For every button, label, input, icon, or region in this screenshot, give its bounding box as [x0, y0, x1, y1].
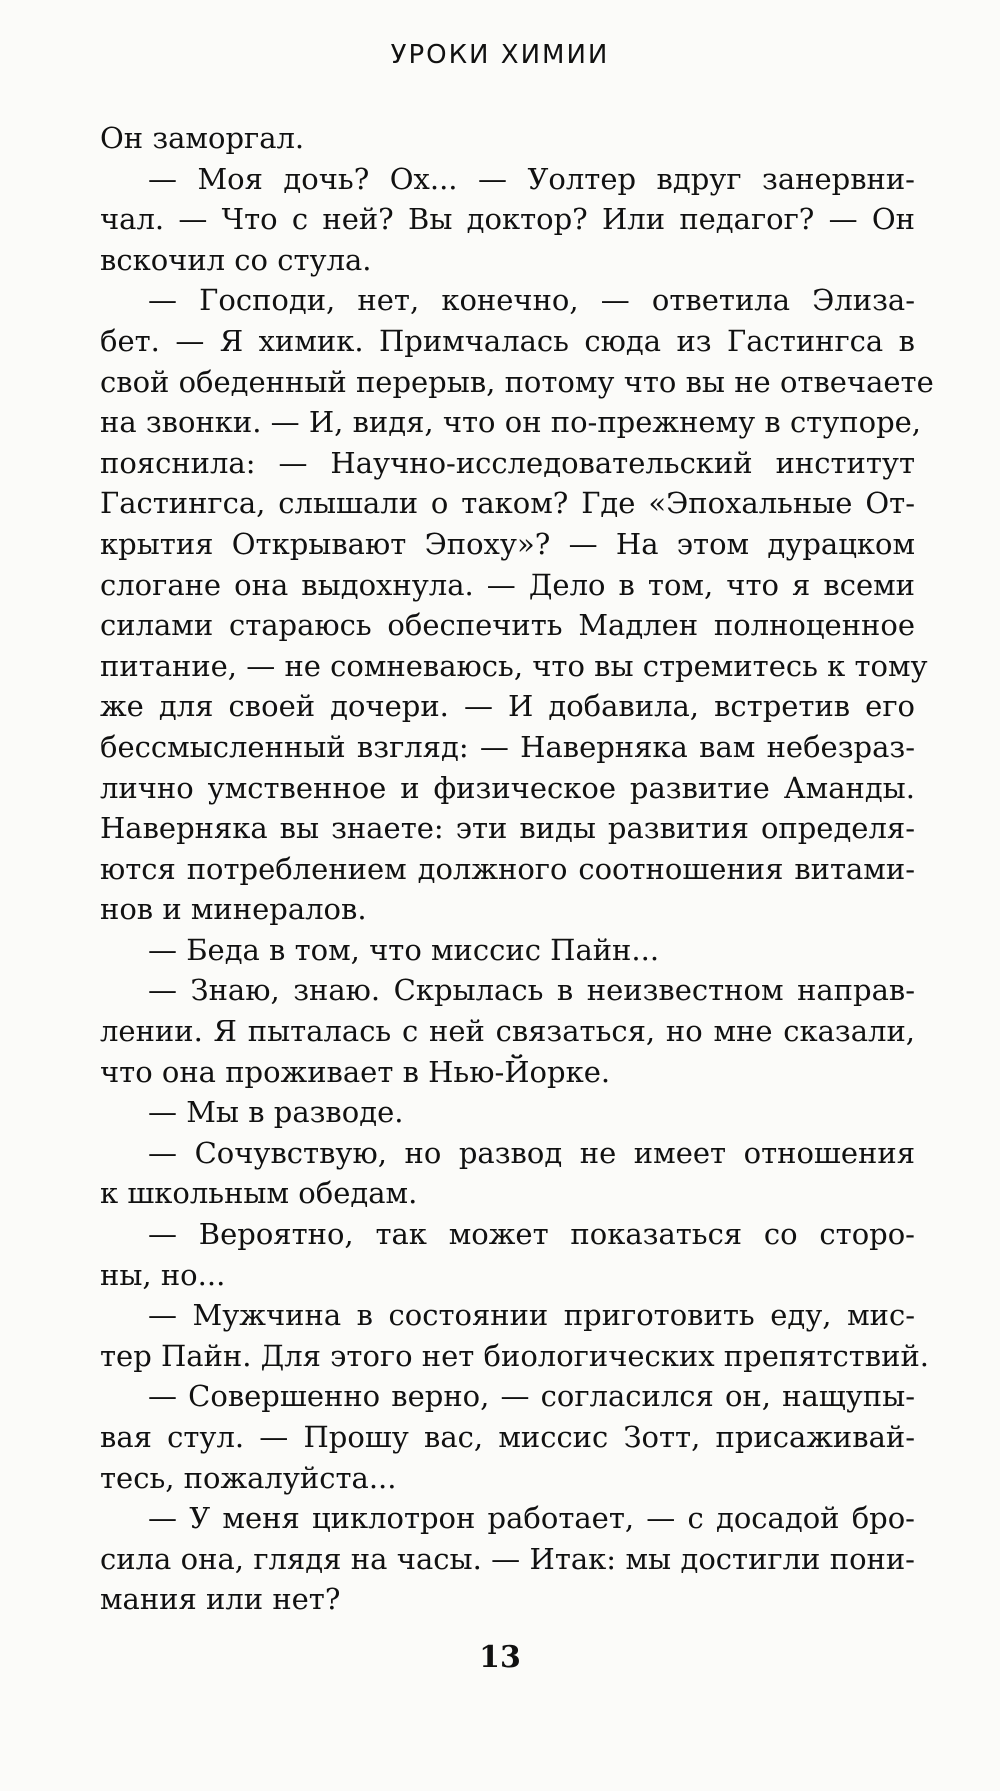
text-line: — Господи, нет, конечно, — ответила Элиза-: [148, 283, 915, 318]
running-header: УРОКИ ХИМИИ: [390, 40, 610, 70]
text-line: силами стараюсь обеспечить Мадлен полноценное: [100, 608, 915, 643]
text-line: Наверняка вы знаете: эти виды развития определя-: [100, 811, 915, 846]
text-line: же для своей дочери. — И добавила, встретив его: [100, 689, 915, 724]
text-line: что она проживает в Нью-Йорке.: [100, 1054, 611, 1089]
text-line: Гастингса, слышали о таком? Где «Эпохальные От-: [100, 486, 915, 521]
text-line: пояснила: — Научно-исследовательский институт: [100, 445, 915, 480]
text-line: крытия Открывают Эпоху»? — На этом дурацком: [100, 526, 915, 561]
text-line: нов и минералов.: [100, 892, 367, 927]
text-line: лении. Я пыталась с ней связаться, но мне сказали,: [100, 1014, 915, 1049]
text-line: бет. — Я химик. Примчалась сюда из Гастингса в: [100, 323, 915, 358]
text-line: питание, — не сомневаюсь, что вы стремитесь к тому: [100, 648, 928, 683]
text-line: чал. — Что с ней? Вы доктор? Или педагог? — Он: [100, 202, 915, 237]
text-line: — Моя дочь? Ох... — Уолтер вдруг занервни-: [148, 161, 915, 196]
body-text: [100, 118, 934, 1620]
text-line: — Мы в разводе.: [148, 1095, 404, 1130]
text-line: — У меня циклотрон работает, — с досадой бро-: [148, 1501, 915, 1536]
text-line: сила она, глядя на часы. — Итак: мы достигли пони-: [100, 1541, 915, 1576]
text-line: мания или нет?: [100, 1582, 341, 1617]
text-line: — Вероятно, так может показаться со сторо-: [148, 1217, 915, 1252]
text-line: вая стул. — Прошу вас, миссис Зотт, присаживай-: [100, 1420, 915, 1454]
text-line: — Совершенно верно, — согласился он, нащупы-: [148, 1379, 915, 1414]
text-line: — Беда в том, что миссис Пайн...: [148, 932, 660, 967]
text-line: свой обеденный перерыв, потому что вы не отвечаете: [100, 364, 934, 399]
text-line: тесь, пожалуйста...: [100, 1460, 397, 1495]
text-line: на звонки. — И, видя, что он по-прежнему в ступоре,: [100, 405, 922, 440]
text-line: тер Пайн. Для этого нет биологических препятствий.: [100, 1338, 930, 1373]
text-line: лично умственное и физическое развитие Аманды.: [100, 770, 915, 805]
text-line: — Знаю, знаю. Скрылась в неизвестном направ-: [148, 973, 915, 1008]
text-line: вскочил со стула.: [100, 242, 372, 277]
text-line: слогане она выдохнула. — Дело в том, что я всеми: [100, 567, 915, 602]
text-line: к школьным обедам.: [100, 1176, 418, 1211]
text-line: — Сочувствую, но развод не имеет отношения: [148, 1135, 915, 1170]
text-line: ны, но...: [100, 1257, 226, 1292]
text-line: — Мужчина в состоянии приготовить еду, мис-: [148, 1298, 915, 1333]
text-line: Он заморгал.: [100, 121, 305, 155]
page-number: 13: [479, 1640, 521, 1675]
text-line: ются потреблением должного соотношения витами-: [100, 851, 915, 886]
text-line: бессмысленный взгляд: — Наверняка вам небезраз-: [100, 729, 915, 764]
